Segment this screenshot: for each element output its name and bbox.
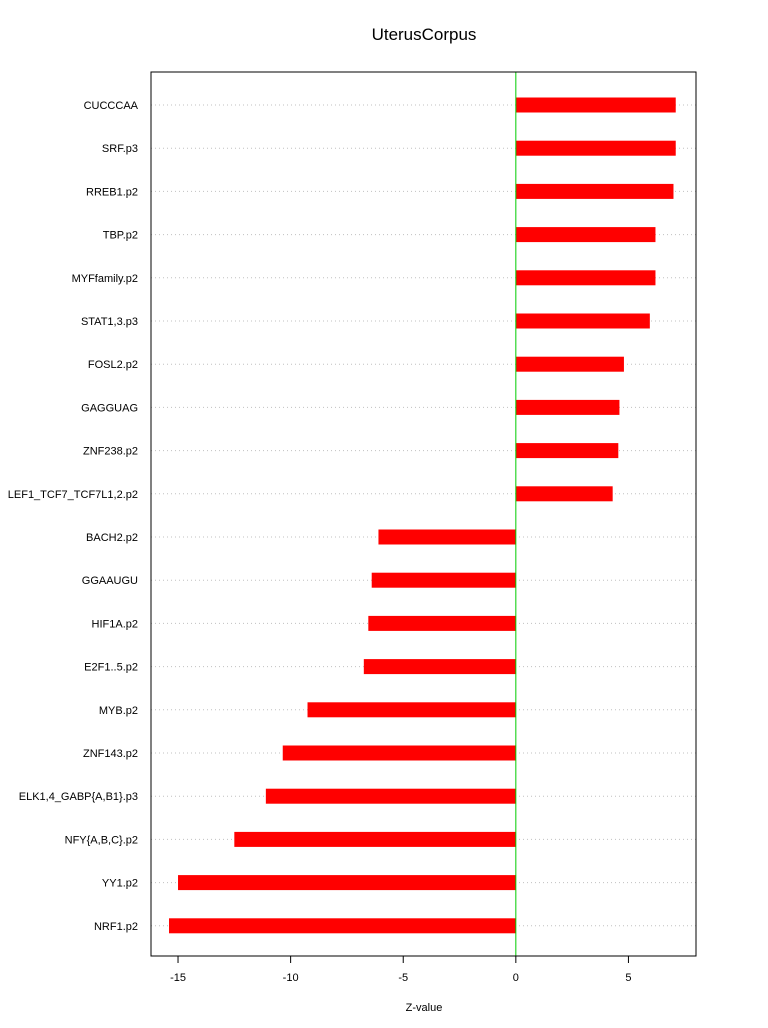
- category-label: CUCCCAA: [83, 100, 138, 112]
- category-label: SRF.p3: [101, 143, 138, 156]
- bars: [169, 98, 676, 934]
- x-tick-label: -10: [282, 972, 299, 984]
- x-tick-label: -15: [170, 972, 186, 984]
- category-label: ZNF238.p2: [82, 445, 138, 458]
- chart-title: UterusCorpus: [371, 25, 477, 44]
- bar: [283, 746, 516, 761]
- x-tick-label: 5: [625, 972, 632, 984]
- bar: [516, 184, 674, 199]
- bar: [178, 875, 516, 890]
- category-label: HIF1A.p2: [91, 618, 138, 631]
- bar: [516, 270, 656, 285]
- x-axis-ticks: [170, 956, 631, 984]
- category-label: ELK1,4_GABP{A,B1}.p3: [18, 791, 138, 804]
- category-label: GAGGUAG: [81, 402, 138, 415]
- category-labels: [8, 100, 139, 933]
- x-tick-label: -5: [398, 972, 409, 984]
- bar: [516, 98, 676, 113]
- x-axis-label: Z-value: [405, 1002, 443, 1014]
- category-label: BACH2.p2: [86, 532, 138, 544]
- bar: [516, 486, 613, 501]
- bar: [372, 573, 516, 588]
- category-label: NRF1.p2: [93, 920, 138, 933]
- category-label: RREB1.p2: [86, 186, 138, 199]
- category-label: FOSL2.p2: [87, 359, 138, 372]
- bar: [234, 832, 516, 847]
- category-label: E2F1..5.p2: [84, 661, 138, 674]
- bar: [266, 789, 516, 804]
- x-tick-label: 0: [512, 972, 519, 984]
- category-label: MYFfamily.p2: [71, 272, 138, 285]
- bar: [378, 530, 515, 545]
- bar: [516, 443, 618, 458]
- category-label: LEF1_TCF7_TCF7L1,2.p2: [7, 488, 138, 501]
- category-label: NFY{A,B,C}.p2: [64, 834, 138, 847]
- category-label: ZNF143.p2: [82, 748, 138, 760]
- bar: [308, 702, 516, 717]
- bar: [516, 141, 676, 156]
- category-label: MYB.p2: [98, 704, 138, 717]
- bar: [364, 659, 516, 674]
- category-label: STAT1,3.p3: [80, 316, 138, 328]
- category-label: GGAAUGU: [81, 575, 138, 588]
- bar: [516, 227, 656, 242]
- bar: [516, 357, 624, 372]
- bar: [516, 314, 650, 329]
- bar: [516, 400, 620, 415]
- category-label: TBP.p2: [102, 229, 138, 242]
- category-label: YY1.p2: [101, 877, 138, 890]
- plot-frame: [151, 72, 696, 956]
- bar: [368, 616, 516, 631]
- bar: [169, 918, 516, 933]
